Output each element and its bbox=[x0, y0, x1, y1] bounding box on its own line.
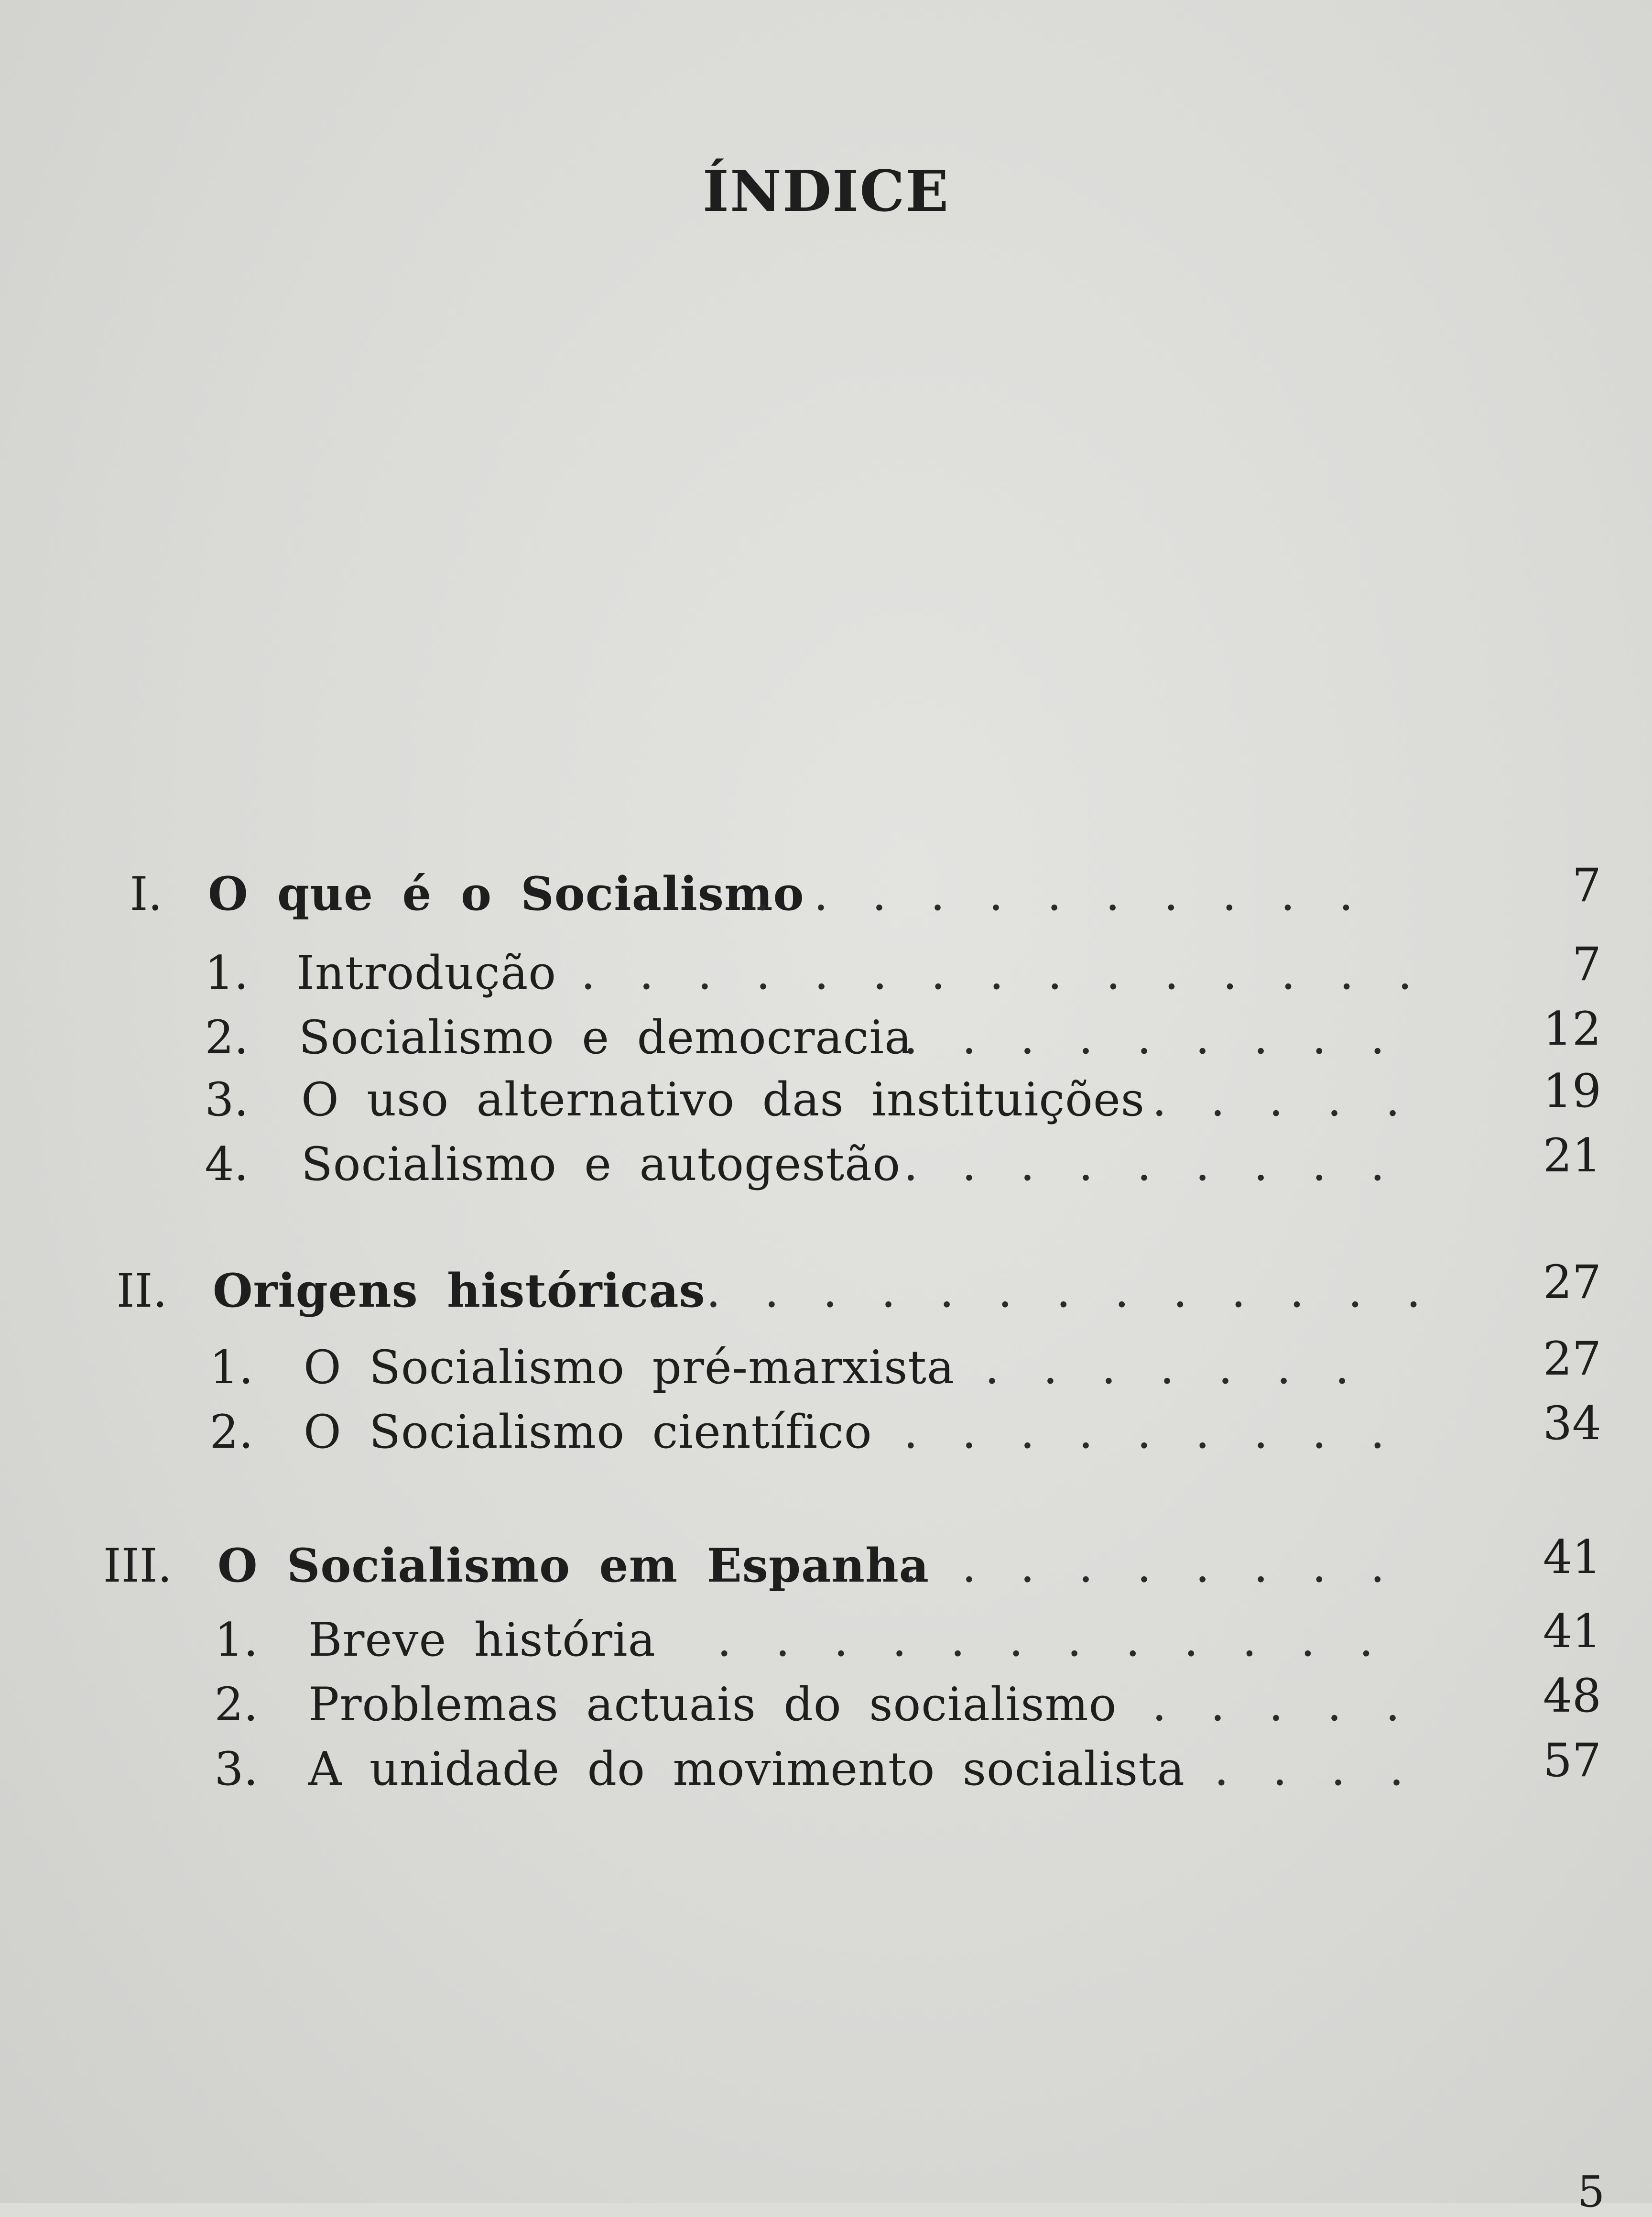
section-number: 3. bbox=[205, 1073, 249, 1126]
toc-section-1-3 bbox=[0, 1064, 1652, 1128]
section-title: O Socialismo pré-marxista bbox=[304, 1341, 955, 1394]
toc-section-3-1 bbox=[0, 1605, 1652, 1669]
toc-section-1-1 bbox=[0, 938, 1652, 1002]
dot-leader: . . . . . . . . . . . . . . bbox=[648, 1264, 1421, 1318]
page-title: ÍNDICE bbox=[702, 158, 950, 224]
section-number: 1. bbox=[214, 1613, 258, 1667]
toc-section-1-4 bbox=[0, 1129, 1652, 1193]
dot-leader: . . . . . . . . . bbox=[903, 1011, 1385, 1064]
section-page-number: 34 bbox=[1543, 1397, 1601, 1450]
dot-leader: . . . . . . . . . . . . bbox=[717, 1613, 1374, 1667]
section-page-number: 7 bbox=[1572, 938, 1601, 991]
section-number: 1. bbox=[209, 1341, 253, 1394]
section-page-number: 48 bbox=[1543, 1669, 1601, 1723]
toc-section-2-1 bbox=[0, 1332, 1652, 1396]
section-title: Introdução bbox=[296, 946, 557, 1000]
toc-section-2-2 bbox=[0, 1397, 1652, 1461]
dot-leader: . . . . . . . . . bbox=[903, 1405, 1385, 1459]
dot-leader: . . . . bbox=[1214, 1742, 1404, 1796]
section-page-number: 12 bbox=[1543, 1002, 1601, 1056]
toc-chapter-3 bbox=[0, 1530, 1652, 1594]
dot-leader: . . . . . bbox=[1152, 1073, 1400, 1126]
toc-section-1-2 bbox=[0, 1002, 1652, 1066]
section-page-number: 21 bbox=[1543, 1129, 1601, 1182]
chapter-page-number: 7 bbox=[1572, 859, 1601, 912]
section-title: A unidade do movimento socialista bbox=[308, 1742, 1185, 1796]
chapter-title: O Socialismo em Espanha bbox=[217, 1539, 929, 1593]
section-number: 2. bbox=[214, 1678, 258, 1731]
toc-section-3-2 bbox=[0, 1669, 1652, 1733]
page-folio: 5 bbox=[1577, 2167, 1605, 2217]
section-page-number: 41 bbox=[1543, 1605, 1601, 1658]
dot-leader: . . . . . bbox=[1152, 1678, 1400, 1731]
section-page-number: 19 bbox=[1543, 1064, 1601, 1118]
chapter-title: Origens históricas bbox=[213, 1264, 706, 1318]
section-number: 2. bbox=[209, 1405, 253, 1459]
chapter-number: III. bbox=[103, 1539, 172, 1593]
chapter-page-number: 27 bbox=[1543, 1256, 1601, 1309]
section-number: 4. bbox=[205, 1137, 249, 1191]
toc-chapter-2 bbox=[0, 1256, 1652, 1320]
chapter-title: O que é o Socialismo bbox=[208, 867, 804, 921]
section-number: 2. bbox=[205, 1011, 249, 1064]
chapter-page-number: 41 bbox=[1543, 1530, 1601, 1584]
dot-leader: . . . . . . . . . bbox=[903, 1539, 1385, 1593]
section-number: 3. bbox=[214, 1742, 258, 1796]
toc-section-3-3 bbox=[0, 1734, 1652, 1798]
section-page-number: 27 bbox=[1543, 1332, 1601, 1386]
dot-leader: . . . . . . . . . . . . . . . bbox=[581, 946, 1413, 1000]
dot-leader: . . . . . . . bbox=[985, 1341, 1349, 1394]
toc-chapter-1 bbox=[0, 859, 1652, 923]
section-number: 1. bbox=[205, 946, 249, 1000]
chapter-number: II. bbox=[116, 1264, 167, 1318]
section-page-number: 57 bbox=[1543, 1734, 1601, 1787]
dot-leader: . . . . . . . . . . . bbox=[755, 867, 1354, 921]
section-title: O uso alternativo das instituições bbox=[301, 1073, 1145, 1126]
section-title: Socialismo e autogestão bbox=[301, 1137, 901, 1191]
section-title: O Socialismo científico bbox=[304, 1405, 872, 1459]
section-title: Problemas actuais do socialismo bbox=[308, 1678, 1117, 1731]
chapter-number: I. bbox=[130, 867, 163, 921]
section-title: Socialismo e democracia bbox=[299, 1011, 913, 1064]
section-title: Breve história bbox=[308, 1613, 656, 1667]
dot-leader: . . . . . . . . . bbox=[903, 1137, 1385, 1191]
